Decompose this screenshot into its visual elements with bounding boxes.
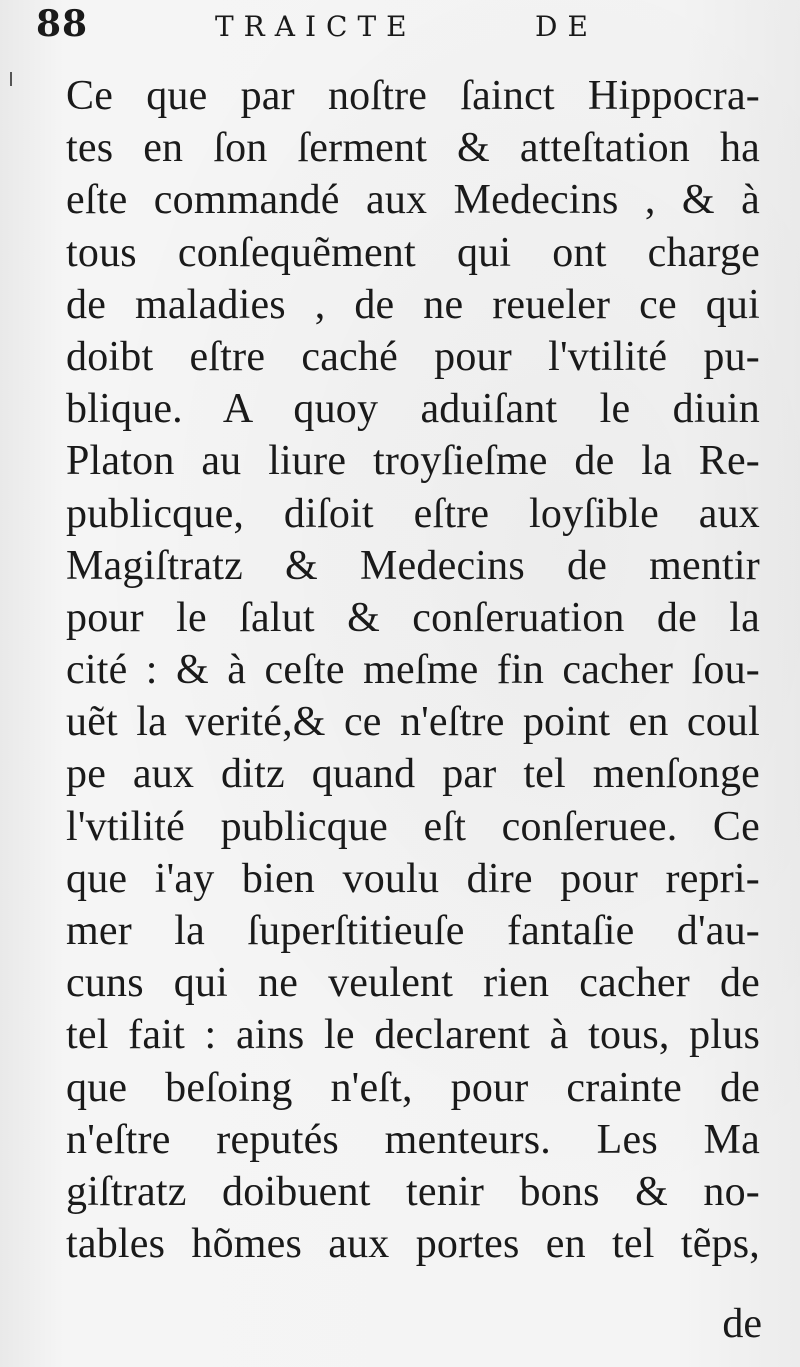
text-line: uẽt la verité,& ce n'eſtre point en coul xyxy=(66,699,760,746)
text-line: tel fait : ains le declarent à tous, plus xyxy=(66,1012,760,1059)
text-line: pe aux ditz quand par tel menſonge xyxy=(66,751,760,798)
text-line: Ce que par noſtre ſainct Hippocra- xyxy=(66,73,760,119)
text-line: de maladies , de ne reueler ce qui xyxy=(66,281,760,328)
text-line: Platon au liure troyſieſme de la Re- xyxy=(66,438,760,485)
margin-mark xyxy=(10,72,12,86)
text-line: eſte commandé aux Medecins , & à xyxy=(66,177,760,224)
text-line: l'vtilité publicque eſt conſeruee. Ce xyxy=(66,803,760,850)
text-line: blique. A quoy aduiſant le diuin xyxy=(66,386,760,433)
text-line: n'eſtre reputés menteurs. Les Ma xyxy=(66,1116,760,1163)
body-text xyxy=(66,70,766,1270)
running-header xyxy=(0,4,800,54)
text-line: Magiſtratz & Medecins de mentir xyxy=(66,542,760,589)
text-line: tes en ſon ſerment & atteſtation ha xyxy=(66,125,760,172)
text-line: que i'ay bien voulu dire pour repri- xyxy=(66,855,760,902)
text-line: tables hõmes aux portes en tel tẽps, xyxy=(66,1221,760,1268)
text-line: tous conſequẽment qui ont charge xyxy=(66,229,760,276)
running-title: TRAICTE xyxy=(215,10,417,43)
page-number: 88 xyxy=(36,3,89,45)
text-line: cité : & à ceſte meſme fin cacher ſou- xyxy=(66,647,760,694)
text-line: pour le ſalut & conſeruation de la xyxy=(66,594,760,641)
text-line: mer la ſuperſtitieuſe fantaſie d'au- xyxy=(66,908,760,954)
text-line: cuns qui ne veulent rien cacher de xyxy=(66,960,760,1007)
catchword: de xyxy=(722,1301,762,1347)
text-line: publicque, diſoit eſtre loyſible aux xyxy=(66,490,760,537)
running-title-continued: DE xyxy=(535,10,598,43)
text-line: doibt eſtre caché pour l'vtilité pu- xyxy=(66,333,760,380)
text-line: giſtratz doibuent tenir bons & no- xyxy=(66,1168,760,1215)
text-line: que beſoing n'eſt, pour crainte de xyxy=(66,1064,760,1111)
